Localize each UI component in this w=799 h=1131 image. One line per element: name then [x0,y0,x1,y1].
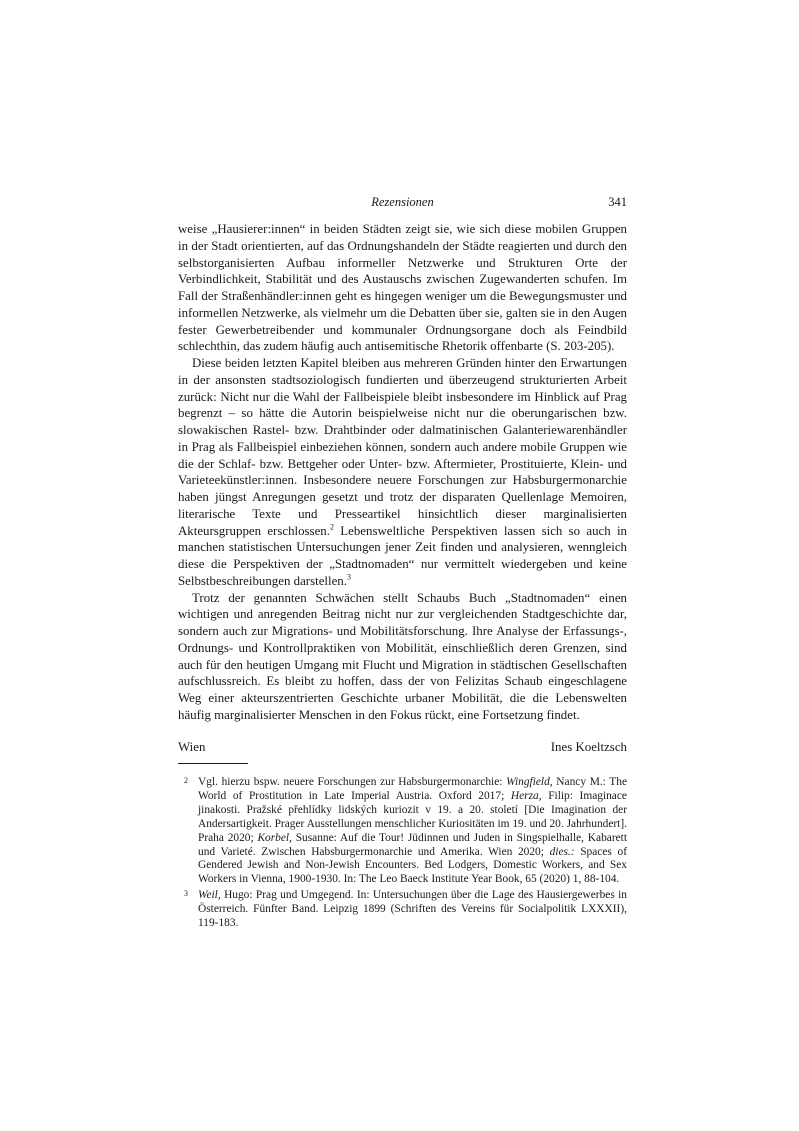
footnote-author: Wingfield, [506,776,553,788]
footnote-3 [178,889,627,931]
footnote-text: Hugo: Prag und Umgegend. In: Untersuchungen über die Lage des Hausiergewerbes in Österreich. Fünfter Band. Leipzig 1899 (Schriften des Vereins für Socialpolitik LXXXII), 119-183. [198,889,627,930]
footnote-author: Korbel, [257,831,292,844]
running-header [178,195,627,213]
footnote-text: Nancy M.: The World of Prostitution in Late Imperial Austria. Oxford 2017; [198,776,628,802]
footnote-text: Spaces of Gendered Jewish and Non-Jewish Encounters. Bed Lodgers, Domestic Workers, and Sex Workers in Vienna, 1900-1930. In: The Leo Baeck Institute Year Book, 65 (2020) 1, 88-104. [198,845,627,886]
page-number: 341 [608,195,627,209]
running-title: Rezensionen [371,195,434,209]
footnote-author: Herza, [510,789,542,802]
paragraph-3: Trotz der genannten Schwächen stellt Schaubs Buch „Stadtnomaden“ einen wichtigen und anregenden Beitrag nicht nur zur vergleichenden Stadtgeschichte dar, sondern auch zur Migrations- und Mobilitätsforschung. Ihre Analyse der Erfassungs-, Ordnungs- und Kontrollpraktiken von Mobilität, einschließlich deren Grenzen, sind auch für den heutigen Umgang mit Flucht und Migration in städtischen Gesellschaften aufschlussreich. Es bleibt zu hoffen, dass der von Felizitas Schaub eingeschlagene Weg einer akteurszentrierten Geschichte urbaner Mobilität, die die Lebenswelten häufig marginalisierter Menschen in den Fokus rückt, eine Fortsetzung findet. [178,590,627,722]
paragraph-1: weise „Hausierer:innen“ in beiden Städten zeigt sie, wie sich diese mobilen Gruppen in der Stadt orientierten, auf das Ordnungshandeln der Städte reagierten und durch den selbstorganisierten Aufbau informeller Netzwerke und Strukturen Orte der Verbindlichkeit, Stabilität und des Austauschs zwischen Zugewanderten schufen. Im Fall der Straßenhändler:innen geht es hingegen weniger um die Bewegungsmuster und informellen Netzwerke, als vielmehr um die Debatten über sie, galten sie in den Augen fester Gewerbetreibender und kommunaler Ordnungsorgane doch als Feindbild schlechthin, das zudem häufig auch antisemitische Rhetorik offenbarte (S. 203-205). [178,222,627,354]
footnote-author: dies.: [549,845,575,858]
signature-place: Wien [178,740,206,754]
paragraph-2 [178,355,627,590]
footnote-2 [178,776,627,887]
footnote-author: Weil, [198,889,221,902]
footnote-text: Susanne: Auf die Tour! Jüdinnen und Juden in Singspielhalle, Kabarett und Varieté. Zwischen Habsburgermonarchie und Amerika. Wien 2020; [198,831,627,858]
footnote-number: 3 [184,889,188,899]
paragraph-2-part-a: Diese beiden letzten Kapitel bleiben aus mehreren Gründen hinter den Erwartungen in der ansonsten stadtsoziologisch fundierten und überzeugend strukturierten Arbeit zurück: Nicht nur die Wahl der Fallbeispiele bleibt insbesondere im Hinblick auf Prag begrenzt – so hätte die Autorin beispielweise nicht nur die oberungarischen bzw. slowakischen Rastel- bzw. Drahtbinder oder dalmatinischen Galanteriewarenhändler in Prag als Fallbeispiel einbeziehen können, sondern auch andere mobile Gruppen wie die der Schlaf- bzw. Bettgeher oder Unter- bzw. Aftermieter, Prostituierte, Klein- und Varieteekünstler:innen. Insbesondere neuere Forschungen zur Habsburgermonarchie haben jüngst Anregungen gesetzt und trotz der disparaten Quellenlage Memoiren, literarische Texte und Presseartikel hinsichtlich dieser marginalisierten Akteursgruppen erschlossen. [178,356,627,538]
footnote-separator [178,763,248,764]
footnote-ref-3: 3 [346,572,351,582]
review-signature [178,739,627,757]
paragraph-2-part-b: Lebensweltliche Perspektiven lassen sich so auch in manchen statistischen Untersuchungen jener Zeit finden und analysieren, wenngleich diese die Perspektiven der „Stadtnomaden“ nur vermittelt wiedergeben und keine Selbstbeschreibungen darstellen. [178,523,627,588]
footnote-text: Filip: Imaginace jinakosti. Pražské přehlídky lidských kuriozit v 19. a 20. století [Die Imagination der Andersartigkeit. Prager Ausstellungen menschlicher Kuriositäten im 19. und 20. Jahrhundert]. Praha 2020; [198,789,627,844]
footnote-text: Vgl. hierzu bspw. neuere Forschungen zur Habsburgermonarchie: [198,776,507,788]
main-text [178,221,627,724]
signature-author: Ines Koeltzsch [550,740,627,754]
footnotes [178,776,627,933]
footnote-ref-2: 2 [329,522,334,532]
footnote-number: 2 [184,776,188,785]
